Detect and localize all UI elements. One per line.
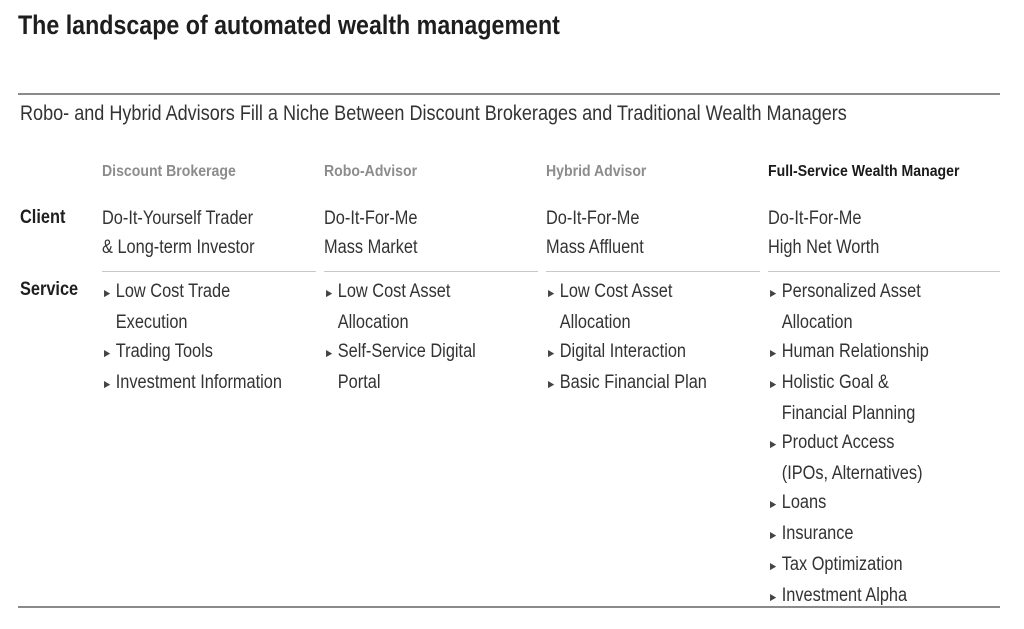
service-item: ► Insurance	[768, 519, 929, 550]
bottom-divider	[18, 606, 1000, 608]
row-separator	[768, 271, 1000, 272]
right-pointer-icon: ►	[768, 559, 779, 573]
right-pointer-icon: ►	[768, 437, 779, 451]
column-heading-hybrid-advisor: Hybrid Advisor	[546, 163, 647, 180]
right-pointer-icon: ►	[768, 346, 779, 360]
service-cell-full-service	[768, 277, 929, 612]
right-pointer-icon: ►	[102, 377, 113, 391]
client-line: Do-It-For-Me	[324, 208, 418, 229]
client-line: Mass Affluent	[546, 237, 644, 258]
column-heading-discount-brokerage: Discount Brokerage	[102, 163, 236, 180]
row-separator	[102, 271, 316, 272]
client-cell-discount-brokerage	[102, 204, 255, 262]
service-item: ► Personalized Asset Allocation	[768, 281, 921, 333]
right-pointer-icon: ►	[324, 346, 335, 360]
row-label-client: Client	[20, 207, 66, 228]
service-item: ► Low Cost Trade Execution	[102, 281, 231, 333]
right-pointer-icon: ►	[102, 346, 113, 360]
subtitle: Robo- and Hybrid Advisors Fill a Niche Between Discount Brokerages and Traditional Wealth Managers	[20, 102, 847, 125]
client-line: Do-It-For-Me	[546, 208, 640, 229]
service-item: ► Investment Information	[102, 368, 282, 399]
service-item: ► Human Relationship	[768, 337, 929, 368]
service-cell-hybrid-advisor	[546, 277, 707, 399]
column-heading-full-service-wealth-manager: Full-Service Wealth Manager	[768, 163, 960, 180]
right-pointer-icon: ►	[102, 286, 113, 300]
right-pointer-icon: ►	[768, 377, 779, 391]
service-item: ► Digital Interaction	[546, 337, 707, 368]
client-cell-full-service	[768, 204, 879, 262]
service-item: ► Self-Service Digital Portal	[324, 341, 476, 393]
right-pointer-icon: ►	[546, 377, 557, 391]
service-cell-discount-brokerage	[102, 277, 282, 399]
service-list	[102, 277, 282, 399]
column-heading-robo-advisor: Robo-Advisor	[324, 163, 418, 180]
service-item: ► Loans	[768, 488, 929, 519]
row-separator	[546, 271, 760, 272]
right-pointer-icon: ►	[324, 286, 335, 300]
right-pointer-icon: ►	[546, 286, 557, 300]
service-list	[324, 277, 476, 397]
service-cell-robo-advisor	[324, 277, 476, 397]
client-cell-hybrid-advisor	[546, 204, 644, 262]
service-item: ► Tax Optimization	[768, 550, 929, 581]
service-list	[768, 277, 929, 612]
client-line: High Net Worth	[768, 237, 880, 258]
service-list	[546, 277, 707, 399]
client-line: Do-It-For-Me	[768, 208, 862, 229]
client-cell-robo-advisor	[324, 204, 418, 262]
client-line: Do-It-Yourself Trader	[102, 208, 254, 229]
row-separator	[324, 271, 538, 272]
right-pointer-icon: ►	[768, 286, 779, 300]
service-item: ► Trading Tools	[102, 337, 282, 368]
row-label-service: Service	[20, 279, 79, 300]
right-pointer-icon: ►	[768, 590, 779, 604]
service-item: ► Low Cost Asset Allocation	[324, 281, 451, 333]
right-pointer-icon: ►	[546, 346, 557, 360]
right-pointer-icon: ►	[768, 497, 779, 511]
client-line: Mass Market	[324, 237, 418, 258]
service-item: ► Holistic Goal & Financial Planning	[768, 372, 916, 424]
client-line: & Long-term Investor	[102, 237, 255, 258]
service-item: ► Low Cost Asset Allocation	[546, 281, 673, 333]
service-item: ► Investment Alpha	[768, 581, 929, 612]
service-item: ► Product Access (IPOs, Alternatives)	[768, 432, 923, 484]
service-item: ► Basic Financial Plan	[546, 368, 707, 399]
top-divider	[18, 93, 1000, 95]
page-title: The landscape of automated wealth management	[18, 10, 560, 40]
right-pointer-icon: ►	[768, 528, 779, 542]
